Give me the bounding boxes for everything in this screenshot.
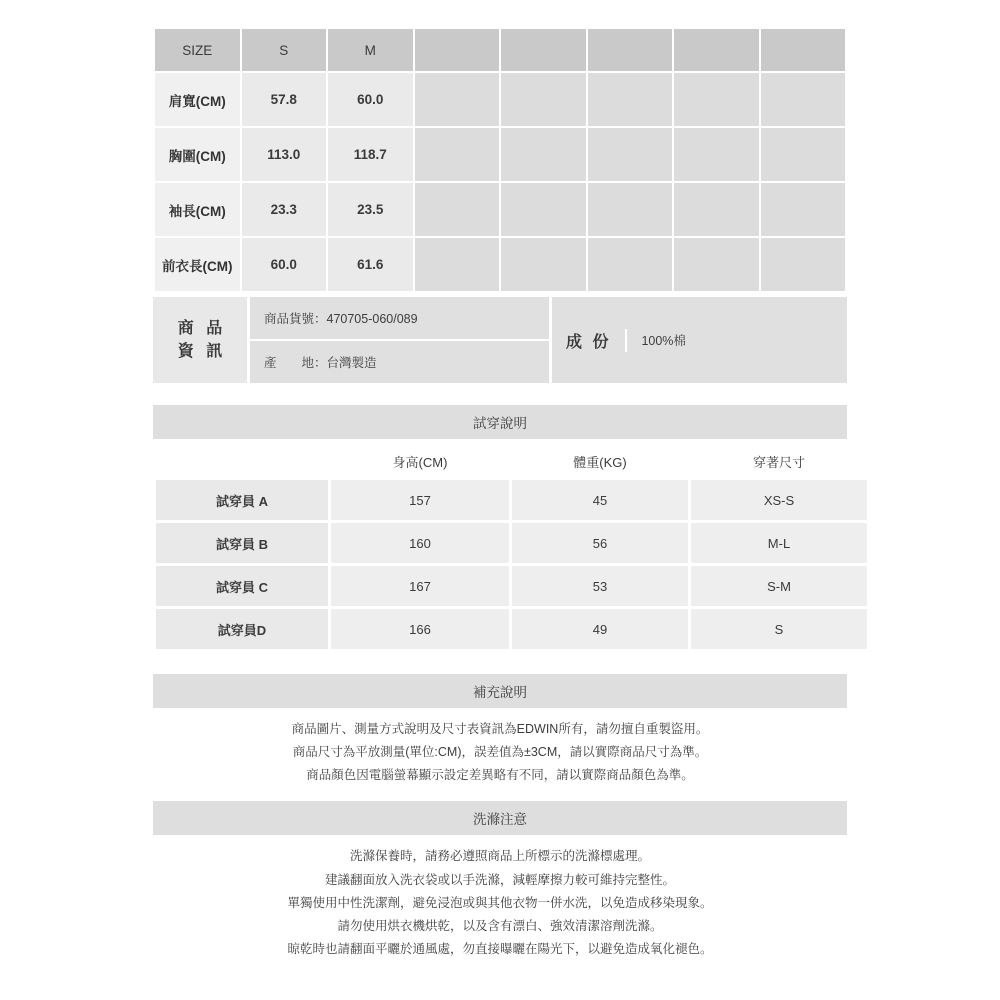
- size-row-shoulder-c8: [760, 72, 847, 127]
- product-info-title-line2: 資 訊: [177, 343, 227, 360]
- fitting-section-title: 試穿說明: [153, 405, 847, 439]
- size-row-chest-c4: [414, 127, 501, 182]
- product-info-title: [153, 297, 250, 383]
- size-row-chest-s: 113.0: [241, 127, 328, 182]
- fitting-size-c: S-M: [690, 565, 869, 608]
- size-chart-header-col8: [760, 28, 847, 72]
- size-row-label-front-length: 前衣長(CM): [154, 237, 241, 292]
- fitting-height-d: 166: [330, 608, 511, 651]
- size-row-sleeve-m: 23.5: [327, 182, 414, 237]
- size-row-shoulder-c4: [414, 72, 501, 127]
- extra-section-title: 補充說明: [153, 674, 847, 708]
- size-row-front-length-s: 60.0: [241, 237, 328, 292]
- size-row-sleeve-s: 23.3: [241, 182, 328, 237]
- table-row: [154, 72, 846, 127]
- size-row-label-chest: 胸圍(CM): [154, 127, 241, 182]
- fitting-weight-b: 56: [511, 522, 690, 565]
- size-row-front-length-c4: [414, 237, 501, 292]
- size-chart-header-size: SIZE: [154, 28, 241, 72]
- extra-note-line-2: 商品尺寸為平放測量(單位:CM)，誤差值為±3CM，請以實際商品尺寸為準。: [292, 745, 708, 760]
- size-row-sleeve-c5: [500, 182, 587, 237]
- size-row-front-length-c7: [673, 237, 760, 292]
- size-row-sleeve-c4: [414, 182, 501, 237]
- product-info-details: [250, 297, 552, 383]
- size-chart-header-col4: [414, 28, 501, 72]
- table-row: [155, 522, 869, 565]
- fitting-model-name-d: 試穿員D: [155, 608, 330, 651]
- table-row: [155, 479, 869, 522]
- washing-note-line-4: 請勿使用烘衣機烘乾，以及含有漂白、強效清潔溶劑洗滌。: [337, 918, 663, 933]
- fitting-table: [153, 442, 870, 652]
- size-row-sleeve-c7: [673, 182, 760, 237]
- composition-label: 成 份: [566, 329, 627, 352]
- size-row-shoulder-s: 57.8: [241, 72, 328, 127]
- extra-notes: [153, 708, 847, 787]
- table-row: [154, 182, 846, 237]
- size-row-front-length-c8: [760, 237, 847, 292]
- washing-section-title: 洗滌注意: [153, 801, 847, 835]
- washing-notes: [153, 835, 847, 961]
- size-row-label-shoulder: 肩寬(CM): [154, 72, 241, 127]
- size-row-chest-m: 118.7: [327, 127, 414, 182]
- extra-note-line-1: 商品圖片、測量方式說明及尺寸表資訊為EDWIN所有，請勿擅自重製盜用。: [291, 722, 709, 736]
- fitting-weight-d: 49: [511, 608, 690, 651]
- fitting-size-d: S: [690, 608, 869, 651]
- product-composition: [552, 297, 847, 383]
- fitting-header-size: 穿著尺寸: [690, 444, 869, 479]
- size-row-shoulder-c6: [587, 72, 674, 127]
- size-row-shoulder-m: 60.0: [327, 72, 414, 127]
- fitting-weight-c: 53: [511, 565, 690, 608]
- size-row-shoulder-c7: [673, 72, 760, 127]
- fitting-size-a: XS-S: [690, 479, 869, 522]
- fitting-header-row: [155, 444, 869, 479]
- washing-note-line-2: 建議翻面放入洗衣袋或以手洗滌，減輕摩擦力較可維持完整性。: [324, 872, 675, 887]
- fitting-model-name-b: 試穿員 B: [155, 522, 330, 565]
- size-row-front-length-c5: [500, 237, 587, 292]
- extra-note-line-3: 商品顏色因電腦螢幕顯示設定差異略有不同，請以實際商品顏色為準。: [306, 768, 694, 783]
- size-row-sleeve-c6: [587, 182, 674, 237]
- size-chart-header-col6: [587, 28, 674, 72]
- fitting-weight-a: 45: [511, 479, 690, 522]
- size-row-chest-c8: [760, 127, 847, 182]
- fitting-height-a: 157: [330, 479, 511, 522]
- size-row-chest-c5: [500, 127, 587, 182]
- size-row-shoulder-c5: [500, 72, 587, 127]
- size-row-front-length-c6: [587, 237, 674, 292]
- size-chart-header-row: [154, 28, 846, 72]
- product-origin: 產 地：台灣製造: [264, 356, 377, 370]
- fitting-header-weight: 體重(KG): [511, 444, 690, 479]
- washing-note-line-3: 單獨使用中性洗潔劑，避免浸泡或與其他衣物一併水洗，以免造成移染現象。: [287, 895, 713, 910]
- table-row: [154, 237, 846, 292]
- washing-note-line-5: 晾乾時也請翻面平曬於通風處，勿直接曝曬在陽光下，以避免造成氧化褪色。: [287, 941, 713, 956]
- fitting-model-name-a: 試穿員 A: [155, 479, 330, 522]
- size-row-front-length-m: 61.6: [327, 237, 414, 292]
- size-chart-header-s: S: [241, 28, 328, 72]
- table-row: [155, 565, 869, 608]
- content-wrapper: [153, 27, 847, 961]
- size-chart-table: [153, 27, 847, 293]
- product-item-number: 商品貨號：470705-060/089: [250, 297, 549, 341]
- fitting-size-b: M-L: [690, 522, 869, 565]
- size-chart-header-m: M: [327, 28, 414, 72]
- composition-value: 100%棉: [641, 334, 686, 348]
- fitting-height-b: 160: [330, 522, 511, 565]
- fitting-header-height: 身高(CM): [330, 444, 511, 479]
- table-row: [154, 127, 846, 182]
- size-chart-header-col7: [673, 28, 760, 72]
- fitting-header-blank: [155, 444, 330, 479]
- fitting-model-name-c: 試穿員 C: [155, 565, 330, 608]
- size-row-chest-c6: [587, 127, 674, 182]
- size-chart-header-col5: [500, 28, 587, 72]
- size-row-chest-c7: [673, 127, 760, 182]
- washing-note-line-1: 洗滌保養時，請務必遵照商品上所標示的洗滌標處理。: [349, 849, 650, 864]
- product-info-block: [153, 297, 847, 383]
- size-row-label-sleeve: 袖長(CM): [154, 182, 241, 237]
- table-row: [155, 608, 869, 651]
- product-info-title-line1: 商 品: [177, 319, 227, 337]
- size-row-sleeve-c8: [760, 182, 847, 237]
- fitting-height-c: 167: [330, 565, 511, 608]
